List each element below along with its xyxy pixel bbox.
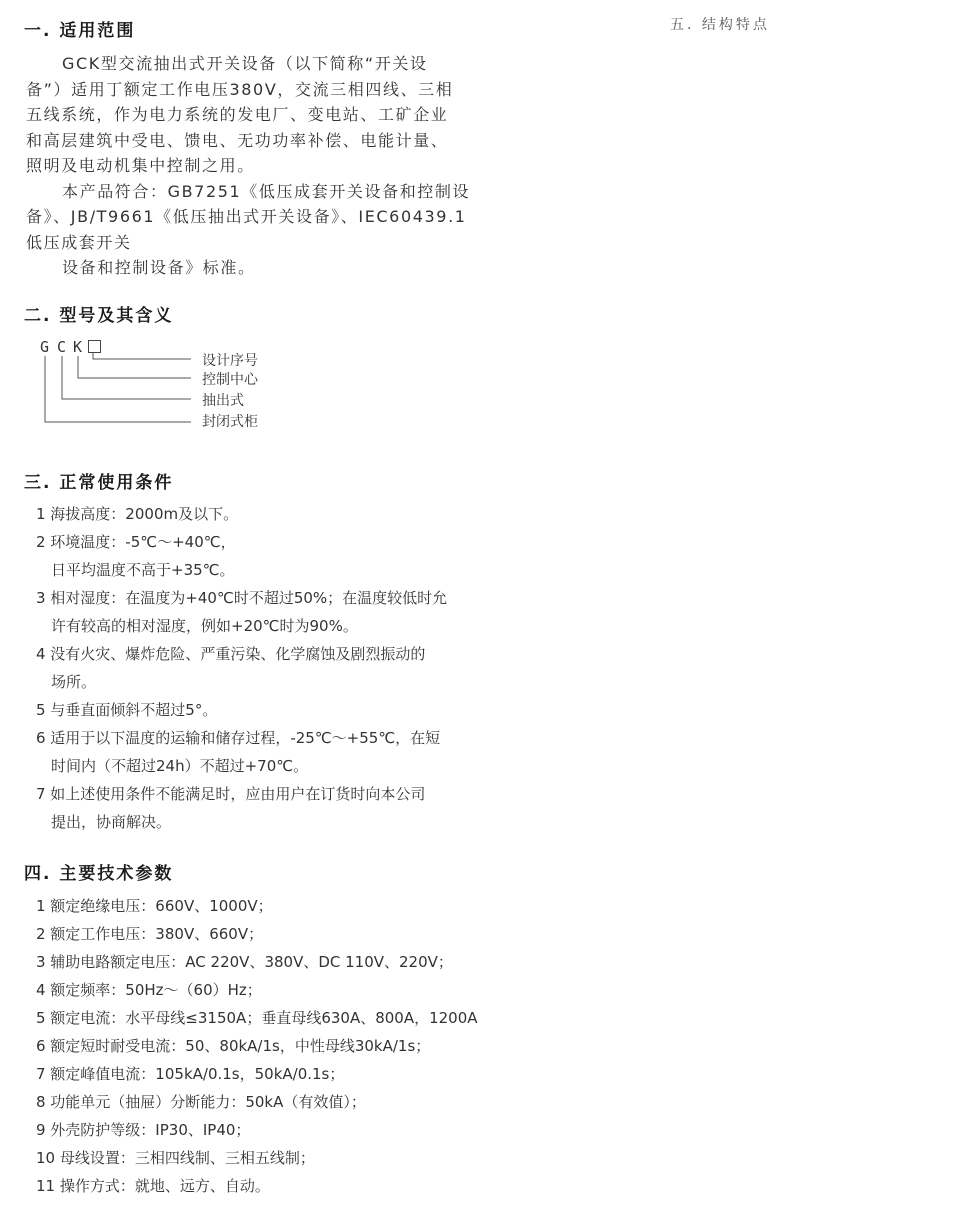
list-item — [36, 500, 506, 528]
diagram-letter-g: G — [40, 338, 50, 356]
diagram-letter-k: K — [73, 338, 83, 356]
section-4-heading: 四. 主要技术参数 — [24, 864, 174, 884]
section-2-heading: 二. 型号及其含义 — [24, 306, 174, 326]
list-item — [36, 640, 506, 696]
section-3-heading: 三. 正常使用条件 — [24, 473, 174, 493]
list-item: 1 额定绝缘电压：660V、1000V； — [36, 897, 273, 915]
usage-conditions-list — [36, 500, 506, 836]
technical-parameters-list — [36, 892, 506, 1200]
list-item: 8 功能单元（抽屉）分断能力：50kA（有效值）； — [36, 1093, 366, 1111]
text-line: 和高层建筑中受电、馈电、无功功率补偿、电能计量、 — [26, 130, 449, 150]
text-line: GCK型交流抽出式开关设备（以下简称“开关设 — [62, 54, 428, 73]
item-continuation: 时间内（不超过24h）不超过+70℃。 — [51, 757, 309, 775]
text-line: 备”）适用丁额定工作电压380V，交流三相四线、三相 — [26, 79, 454, 99]
list-item: 5 额定电流：水平母线≤3150A；垂直母线630A、800A，1200A — [36, 1009, 478, 1027]
text-line: 照明及电动机集中控制之用。 — [26, 156, 255, 175]
text-line: 本产品符合：GB7251《低压成套开关设备和控制设 — [62, 181, 471, 201]
list-item: 7 额定峰值电流：105kA/0.1s，50kA/0.1s； — [36, 1065, 345, 1083]
list-item: 9 外壳防护等级：IP30、IP40； — [36, 1121, 251, 1139]
list-item: 6 额定短时耐受电流：50、80kA/1s，中性母线30kA/1s； — [36, 1037, 431, 1055]
label-drawout-type: 抽出式 — [202, 393, 244, 409]
item-text: 5 与垂直面倾斜不超过5°。 — [36, 701, 218, 719]
list-item: 4 额定频率：50Hz～（60）Hz； — [36, 981, 262, 999]
section-1-heading: 一. 适用范围 — [24, 21, 136, 41]
list-item — [36, 584, 506, 640]
design-serial-box — [88, 340, 101, 353]
item-continuation: 日平均温度不高于+35℃。 — [51, 561, 235, 579]
item-continuation: 许有较高的相对湿度，例如+20℃时为90%。 — [51, 617, 358, 635]
item-text: 4 没有火灾、爆炸危险、严重污染、化学腐蚀及剧烈振动的 — [36, 645, 426, 663]
text-line: 五线系统，作为电力系统的发电厂、变电站、工矿企业 — [26, 105, 449, 124]
item-text: 7 如上述使用条件不能满足时，应由用户在订货时向本公司 — [36, 785, 426, 803]
item-text: 2 环境温度：-5℃～+40℃， — [36, 533, 236, 551]
item-text: 1 海拔高度：2000m及以下。 — [36, 505, 239, 523]
list-item — [36, 696, 506, 724]
list-item — [36, 528, 506, 584]
list-item: 3 辅助电路额定电压：AC 220V、380V、DC 110V、220V； — [36, 953, 453, 971]
item-continuation: 提出，协商解决。 — [51, 813, 172, 831]
model-code-diagram — [36, 336, 296, 436]
label-enclosed-cabinet: 封闭式柜 — [202, 414, 258, 430]
item-continuation: 场所。 — [51, 673, 97, 691]
label-control-center: 控制中心 — [202, 372, 258, 388]
label-design-serial: 设计序号 — [202, 353, 258, 369]
list-item: 11 操作方式：就地、远方、自动。 — [36, 1177, 270, 1195]
item-text: 3 相对湿度：在温度为+40℃时不超过50%；在温度较低时允 — [36, 589, 448, 607]
text-line: 设备和控制设备》标准。 — [62, 258, 256, 277]
list-item: 2 额定工作电压：380V、660V； — [36, 925, 264, 943]
list-item: 10 母线设置：三相四线制、三相五线制； — [36, 1149, 315, 1167]
item-text: 6 适用于以下温度的运输和储存过程，-25℃～+55℃，在短 — [36, 729, 441, 747]
cropped-heading-fragment: 五. 结构特点 — [670, 17, 770, 33]
text-line: 低压成套开关 — [26, 232, 132, 252]
section-1-body — [26, 51, 496, 281]
list-item — [36, 780, 506, 836]
text-line: 备》、JB/T9661《低压抽出式开关设备》、IEC60439.1 — [26, 207, 467, 226]
diagram-letter-c: C — [57, 338, 67, 356]
list-item — [36, 724, 506, 780]
